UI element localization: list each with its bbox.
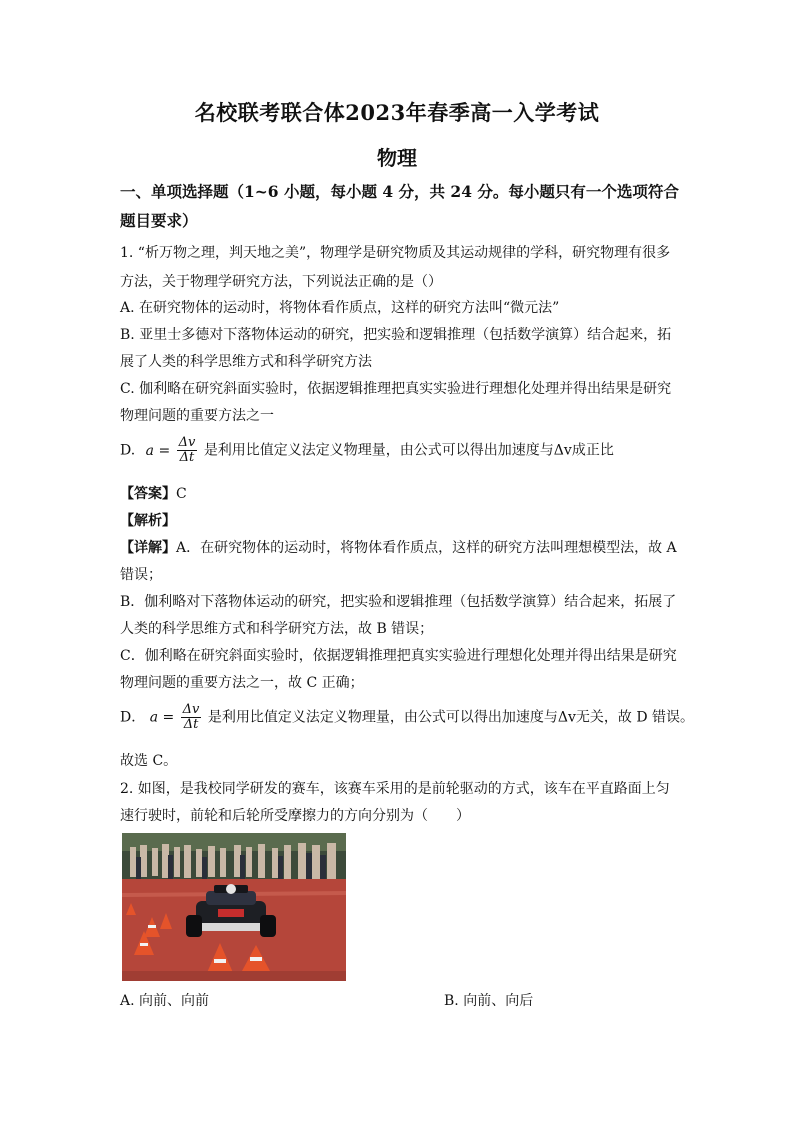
q1-detail-c-line2: 物理问题的重要方法之一，故 C 正确；: [120, 675, 364, 691]
fraction-numerator: Δv: [182, 702, 200, 717]
q1-detail-c-line1: C．伽利略在研究斜面实验时，依据逻辑推理把真实实验进行理想化处理并得出结果是研究: [120, 648, 677, 664]
q1-option-b-line1: B. 亚里士多德对下落物体运动的研究，把实验和逻辑推理（包括数学演算）结合起来，拓: [120, 327, 672, 343]
q1-stem-line2: 方法，关于物理学研究方法，下列说法正确的是（）: [120, 274, 442, 290]
answer-tag: 【答案】: [120, 486, 176, 502]
q2-option-a: A. 向前、向前: [120, 993, 210, 1009]
detail-d-fraction: [181, 703, 202, 732]
answer-value: C: [176, 486, 187, 502]
q1-option-d-math-lhs: a =: [145, 442, 171, 459]
section-heading-line2: 题目要求）: [120, 211, 198, 230]
q1-option-d: [120, 436, 680, 465]
q1-option-b-line2: 展了人类的科学思维方式和科学研究方法: [120, 354, 372, 370]
race-car-photo: [122, 833, 346, 981]
detail-d-prefix: D．: [120, 709, 146, 726]
q1-option-d-prefix: D.: [120, 442, 136, 459]
q1-detail-d: [120, 702, 695, 732]
analysis-tag: 【解析】: [120, 513, 176, 529]
fraction-denominator: Δt: [183, 717, 199, 732]
q1-option-c-line1: C. 伽利略在研究斜面实验时，依据逻辑推理把真实实验进行理想化处理并得出结果是研究: [120, 381, 672, 397]
q1-conclusion: 故选 C。: [120, 753, 178, 769]
fraction-denominator: Δt: [179, 450, 195, 465]
q1-detail-a-line2: 错误；: [120, 567, 162, 583]
q2-stem-line1: 2. 如图，是我校同学研发的赛车，该赛车采用的是前轮驱动的方式，该车在平直路面上匀: [120, 781, 670, 797]
detail-a-text: A．在研究物体的运动时，将物体看作质点，这样的研究方法叫理想模型法，故 A: [176, 540, 677, 556]
q2-option-b: B. 向前、向后: [444, 993, 534, 1009]
section-heading-line1: 一、单项选择题（1~6 小题，每小题 4 分，共 24 分。每小题只有一个选项符合: [120, 182, 679, 201]
q1-option-d-fraction: [177, 436, 198, 465]
fraction-numerator: Δv: [178, 435, 196, 450]
q1-detail-b-line2: 人类的科学思维方式和科学研究方法，故 B 错误；: [120, 621, 434, 637]
q1-option-a: A. 在研究物体的运动时，将物体看作质点，这样的研究方法叫“微元法”: [120, 300, 560, 316]
q1-detail-b-line1: B．伽利略对下落物体运动的研究，把实验和逻辑推理（包括数学演算）结合起来，拓展了: [120, 594, 677, 610]
detail-d-text: 是利用比值定义法定义物理量，由公式可以得出加速度与Δv无关，故 D 错误。: [207, 709, 695, 726]
q1-stem-line1: 1. “析万物之理，判天地之美”，物理学是研究物质及其运动规律的学科，研究物理有很多: [120, 245, 671, 261]
exam-title: 名校联考联合体2023年春季高一入学考试: [194, 100, 600, 125]
q2-stem-line2: 速行驶时，前轮和后轮所受摩擦力的方向分别为（ ）: [120, 808, 470, 824]
race-car-illustration: [122, 833, 346, 981]
q1-detail-a-line1: [120, 537, 680, 557]
q1-option-d-text: 是利用比值定义法定义物理量，由公式可以得出加速度与Δv成正比: [203, 442, 614, 459]
detail-tag: 【详解】: [120, 540, 176, 556]
q1-answer: [120, 483, 680, 503]
q1-option-c-line2: 物理问题的重要方法之一: [120, 408, 274, 424]
q1-analysis-tag: [120, 510, 680, 530]
detail-d-math-lhs: a =: [149, 709, 175, 726]
subject-title: 物理: [377, 146, 417, 170]
